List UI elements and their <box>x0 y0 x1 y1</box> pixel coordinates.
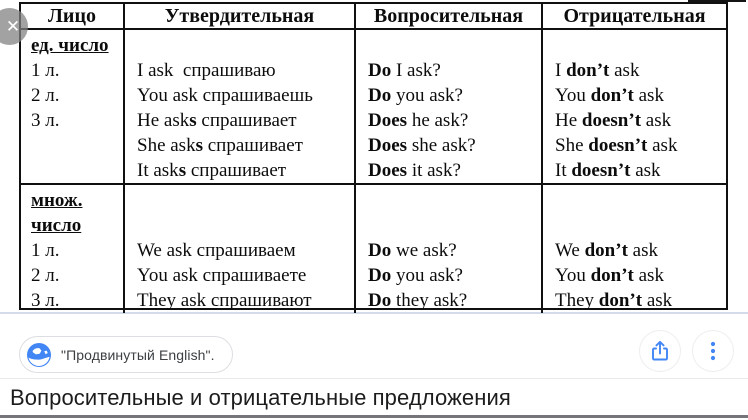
grammar-table <box>19 2 728 310</box>
bottom-divider <box>0 415 748 418</box>
table-line: Do they ask? <box>368 290 468 311</box>
table-line: They don’t ask <box>555 290 673 311</box>
header-person: Лицо <box>21 4 125 28</box>
table-line: 3 л. <box>31 290 60 311</box>
table-line <box>543 213 726 238</box>
table-line: He doesn’t ask <box>555 110 672 131</box>
table-line: 1 л. <box>31 60 60 81</box>
table-line <box>125 188 354 213</box>
table-header-row <box>21 4 726 30</box>
share-icon <box>648 339 672 363</box>
table-line: I ask спрашиваю <box>137 60 276 81</box>
table-line: It doesn’t ask <box>555 160 661 181</box>
table-line: You don’t ask <box>555 265 664 286</box>
table-line <box>125 33 354 58</box>
table-line: Do we ask? <box>368 240 457 261</box>
table-line <box>21 158 123 183</box>
table-line: We don’t ask <box>555 240 658 261</box>
table-line <box>543 33 726 58</box>
globe-icon <box>27 343 51 367</box>
table-line <box>21 133 123 158</box>
table-line: He asks спрашивает <box>137 110 297 131</box>
table-line: 2 л. <box>31 85 60 106</box>
table-line <box>125 213 354 238</box>
table-cell <box>125 185 356 313</box>
table-line: Does she ask? <box>368 135 476 156</box>
more-vertical-icon <box>701 339 725 363</box>
table-line: 3 л. <box>31 110 60 131</box>
share-button[interactable] <box>639 330 681 372</box>
table-section-singular <box>21 30 726 183</box>
table-line: Does it ask? <box>368 160 461 181</box>
table-line: It asks спрашивает <box>137 160 287 181</box>
table-line: We ask спрашиваем <box>137 240 296 261</box>
table-line <box>356 213 541 238</box>
table-line: 1 л. <box>31 240 60 261</box>
table-line: She doesn’t ask <box>555 135 678 156</box>
header-affirmative: Утвердительная <box>125 4 356 28</box>
table-cell <box>125 30 356 183</box>
table-cell <box>356 185 543 313</box>
action-bar <box>0 314 748 378</box>
table-line: Do you ask? <box>368 85 463 106</box>
table-line: You ask спрашиваешь <box>137 85 313 106</box>
table-line: You ask спрашиваете <box>137 265 307 286</box>
table-cell <box>21 185 125 313</box>
table-line: You don’t ask <box>555 85 664 106</box>
table-section-plural <box>21 183 726 311</box>
table-line: Do you ask? <box>368 265 463 286</box>
table-line: I don’t ask <box>555 60 640 81</box>
table-cell <box>21 30 125 183</box>
table-line: Does he ask? <box>368 110 469 131</box>
table-line <box>543 188 726 213</box>
table-line: Do I ask? <box>368 60 441 81</box>
table-cell <box>543 30 726 183</box>
table-line <box>356 188 541 213</box>
table-line: множ. <box>31 190 83 211</box>
table-line: число <box>31 215 82 236</box>
table-cell <box>356 30 543 183</box>
table-cell <box>543 185 726 313</box>
table-line: ед. число <box>31 35 109 56</box>
close-icon: ✕ <box>5 17 21 36</box>
source-chip-label: "Продвинутый English". <box>61 346 215 363</box>
header-negative: Отрицательная <box>563 5 706 27</box>
header-interrogative: Вопросительная <box>356 4 543 28</box>
table-line: She asks спрашивает <box>137 135 303 156</box>
table-line: They ask спрашивают <box>137 290 312 311</box>
table-line: 2 л. <box>31 265 60 286</box>
image-caption: Вопросительные и отрицательные предложения <box>10 385 511 410</box>
table-line <box>356 33 541 58</box>
caption-row <box>0 379 748 416</box>
source-chip[interactable] <box>19 336 233 373</box>
more-options-button[interactable] <box>692 330 734 372</box>
